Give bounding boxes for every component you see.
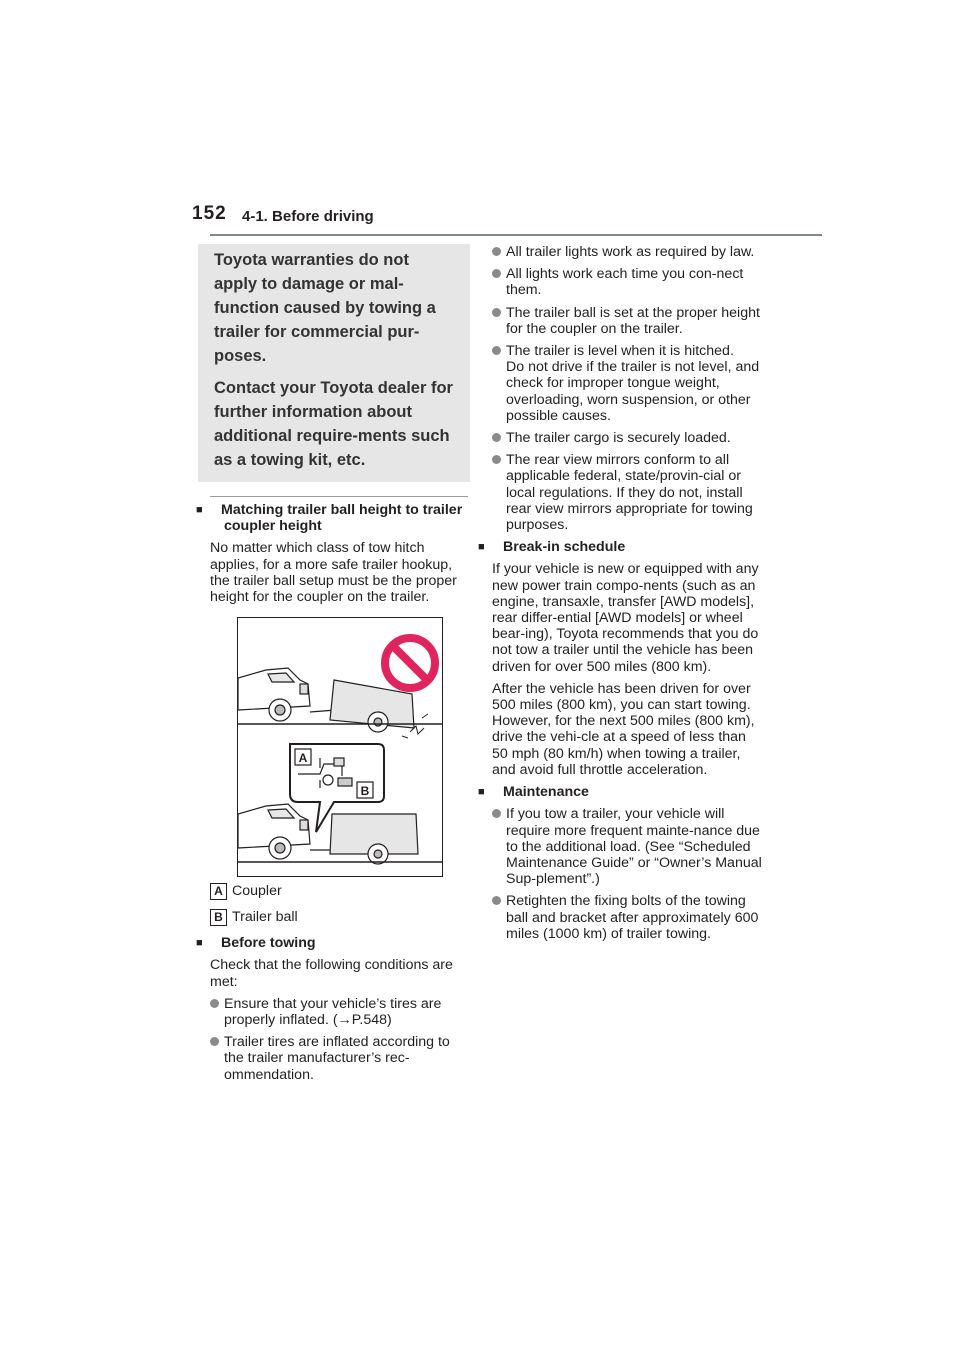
list-item: The rear view mirrors conform to all applicable federal, state/provin-cial or local regulations. If they do not, install rear view mirrors appropriate for towing purposes. xyxy=(492,452,764,533)
car-bottom xyxy=(238,804,310,859)
bullet-dot-icon xyxy=(492,247,501,256)
svg-text:B: B xyxy=(360,784,370,799)
section-title: 4-1. Before driving xyxy=(242,208,374,225)
list-item: All lights work each time you con-nect them. xyxy=(492,266,764,298)
page-header xyxy=(192,199,822,237)
bullet-dot-icon xyxy=(492,809,501,818)
before-towing-heading: ■ Before towing xyxy=(196,935,316,952)
before-towing-text: Check that the following conditions are met: xyxy=(210,957,453,990)
break-in-paragraph-2: After the vehicle has been driven for over 500 miles (800 km), you can start towing. However, for the next 500 miles (800 km), drive the vehi-cle at a speed of less than 50 mph (80 km/h) when towing a trailer, and avoid full throttle acceleration. xyxy=(492,680,755,778)
bullet-dot-icon xyxy=(210,1037,219,1046)
trailer-height-illustration xyxy=(237,617,443,877)
matching-heading: ■ Matching trailer ball height to trailer coupler height xyxy=(196,502,463,535)
left-column xyxy=(196,502,472,1089)
bullet-dot-icon xyxy=(492,455,501,464)
page-number: 152 xyxy=(192,203,227,224)
list-item: Ensure that your vehicle’s tires are properly inflated. (→P.548) xyxy=(210,996,472,1028)
prohibited-icon xyxy=(385,638,435,688)
bullet-dot-icon xyxy=(210,999,219,1008)
list-item: Trailer tires are inflated according to the trailer manufacturer’s rec-ommendation. xyxy=(210,1034,472,1083)
square-marker-icon: ■ xyxy=(196,937,203,950)
bullet-dot-icon xyxy=(492,269,501,278)
trailer-bottom-level xyxy=(310,814,418,864)
list-item: The trailer cargo is securely loaded. xyxy=(492,430,764,446)
figure-legend xyxy=(210,883,472,927)
list-item: Retighten the fixing bolts of the towing ball and bracket after approximately 600 miles (1000 km) of trailer towing. xyxy=(492,893,764,942)
legend-letter-b: B xyxy=(210,909,227,926)
list-item: The trailer is level when it is hitched. Do not drive if the trailer is not level, and check for improper tongue weight, overloading, worn suspension, or other possible causes. xyxy=(492,343,764,424)
break-in-heading: ■ Break-in schedule xyxy=(478,539,626,556)
legend-label-coupler: Coupler xyxy=(232,883,282,900)
bullet-dot-icon xyxy=(492,433,501,442)
bullet-dot-icon xyxy=(492,308,501,317)
square-marker-icon: ■ xyxy=(196,504,203,516)
legend-item-trailer-ball xyxy=(210,909,472,927)
svg-text:A: A xyxy=(298,751,308,766)
matching-text: No matter which class of tow hitch applies, for a more safe trailer hookup, the trailer ball setup must be the proper height for the coupler on the trailer. xyxy=(210,540,457,606)
bullet-dot-icon xyxy=(492,346,501,355)
legend-letter-a: A xyxy=(210,883,227,900)
square-marker-icon: ■ xyxy=(478,541,485,554)
legend-item-coupler xyxy=(210,883,472,901)
square-marker-icon: ■ xyxy=(478,786,485,799)
list-item: The trailer ball is set at the proper height for the coupler on the trailer. xyxy=(492,305,764,337)
callout-label-a xyxy=(295,749,311,765)
break-in-paragraph-1: If your vehicle is new or equipped with any new power train compo-nents (such as an engine, transaxle, transfer [AWD models], rear differ-ential [AWD models] or wheel bear-ing), Toyota recommends that you do not tow a trailer until the vehicle has been driven for over 500 miles (800 km). xyxy=(492,561,759,675)
callout-label-b xyxy=(357,782,373,798)
notice-paragraph-1: Toyota warranties do not apply to damage or mal-function caused by towing a trailer for commercial pur-poses. xyxy=(214,251,436,365)
right-column xyxy=(478,244,764,948)
list-item: If you tow a trailer, your vehicle will require more frequent mainte-nance due to the additional load. (See “Scheduled Maintenance Guide” or “Owner’s Manual Sup-plement”.) xyxy=(492,806,764,887)
section-divider xyxy=(210,496,468,497)
maintenance-heading: ■ Maintenance xyxy=(478,784,589,801)
bullet-dot-icon xyxy=(492,896,501,905)
warranty-notice-box xyxy=(198,244,470,482)
list-item: All trailer lights work as required by law. xyxy=(492,244,764,260)
header-divider xyxy=(210,234,822,236)
legend-label-trailer-ball: Trailer ball xyxy=(232,909,298,926)
notice-paragraph-2: Contact your Toyota dealer for further information about additional require-ments such as a towing kit, etc. xyxy=(214,379,453,469)
car-top xyxy=(238,668,310,721)
